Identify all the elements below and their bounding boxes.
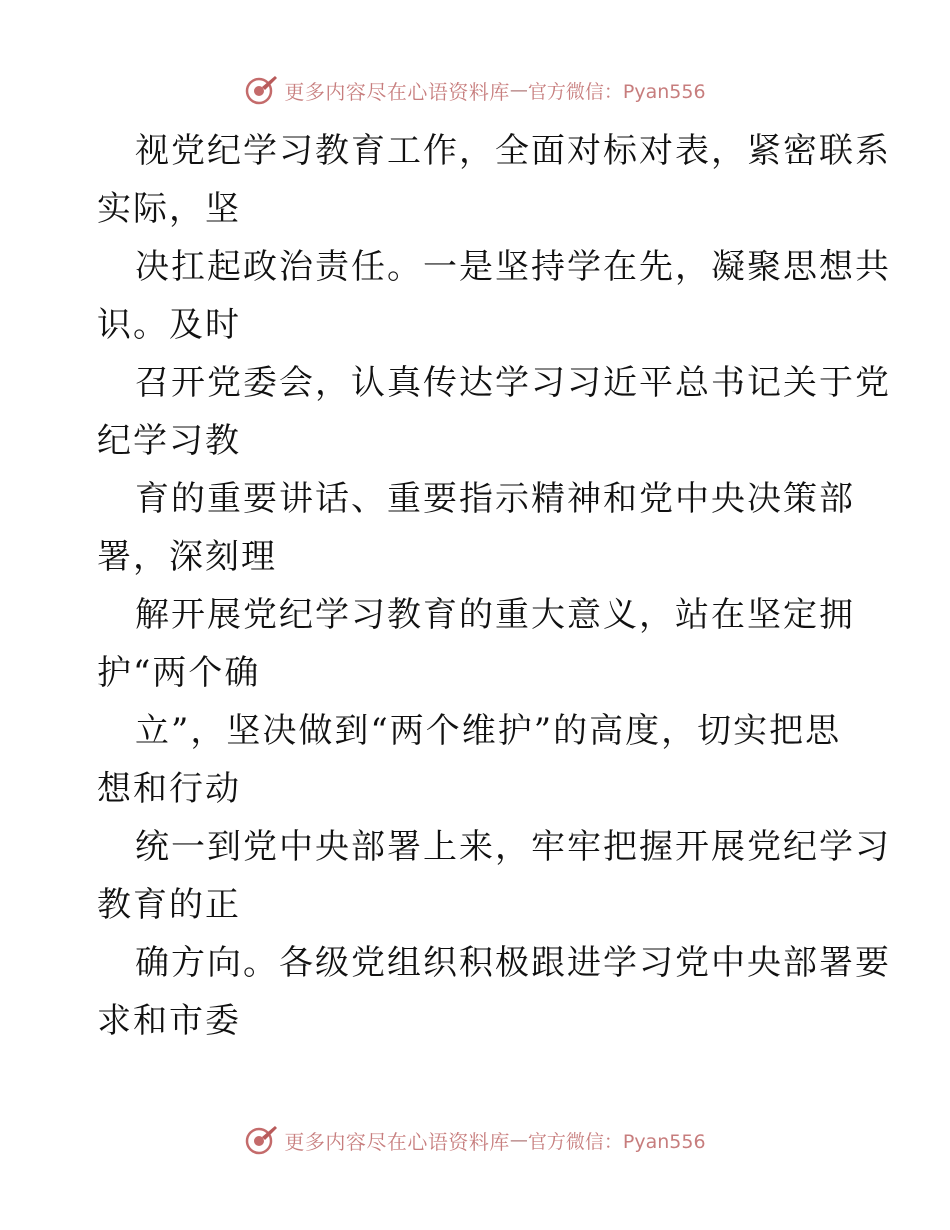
watermark-dash: — xyxy=(509,79,528,101)
footer-watermark xyxy=(0,1120,950,1160)
watermark-site-text: 更多内容尽在心语资料库 xyxy=(284,1129,510,1154)
text-line: 实际，坚 xyxy=(97,189,241,229)
text-line: 统一到党中央部署上来，牢牢把握开展党纪学习 xyxy=(135,827,891,867)
text-line: 想和行动 xyxy=(97,769,241,809)
watermark-wechat-text: 官方微信：Pyan556 xyxy=(527,80,706,103)
text-line: 教育的正 xyxy=(97,885,241,925)
header-watermark xyxy=(0,70,950,110)
text-line: 确方向。各级党组织积极跟进学习党中央部署要 xyxy=(135,943,891,983)
text-line: 求和市委 xyxy=(97,1001,241,1041)
document-body xyxy=(97,122,891,1050)
text-line: 立”，坚决做到“两个维护”的高度，切实把思 xyxy=(135,711,842,751)
pen-logo-icon xyxy=(244,73,278,107)
pen-logo-icon xyxy=(244,1123,278,1157)
watermark-dash: — xyxy=(509,1129,528,1151)
text-line: 解开展党纪学习教育的重大意义，站在坚定拥 xyxy=(135,595,855,635)
text-line: 纪学习教 xyxy=(97,421,241,461)
text-line: 识。及时 xyxy=(97,305,241,345)
text-line: 育的重要讲话、重要指示精神和党中央决策部 xyxy=(135,479,855,519)
text-line: 召开党委会，认真传达学习习近平总书记关于党 xyxy=(135,363,891,403)
text-line: 决扛起政治责任。一是坚持学在先，凝聚思想共 xyxy=(135,247,891,287)
text-line: 署，深刻理 xyxy=(97,537,277,577)
text-line: 视党纪学习教育工作，全面对标对表，紧密联系 xyxy=(135,131,891,171)
text-line: 护“两个确 xyxy=(97,653,261,693)
watermark-site-text: 更多内容尽在心语资料库 xyxy=(284,79,510,104)
watermark-wechat-text: 官方微信：Pyan556 xyxy=(527,1130,706,1153)
